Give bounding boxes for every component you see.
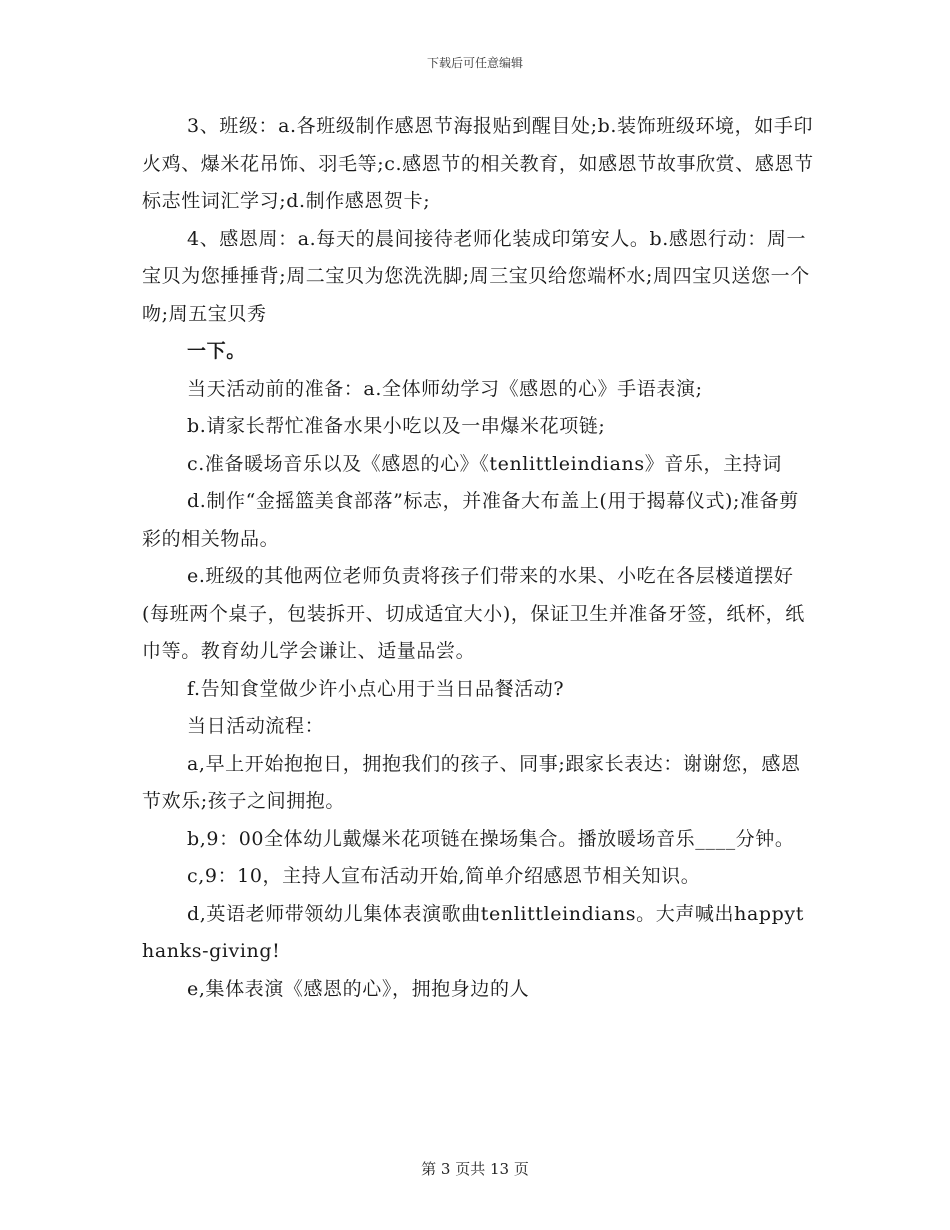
paragraph-flow-b: b,9：00全体幼儿戴爆米花项链在操场集合。播放暖场音乐____分钟。 (187, 827, 795, 850)
paragraph-thanks-week: 4、感恩周：a.每天的晨间接待老师化装成印第安人。b.感恩行动：周一宝贝为您捶捶背;周二宝贝为您洗洗脚;周三宝贝给您端杯水;周四宝贝送您一个吻;周五宝贝秀 (142, 227, 810, 325)
paragraph-flow-e: e,集体表演《感恩的心》，拥抱身边的人 (187, 977, 530, 1000)
paragraph-flow-a: a,早上开始抱抱日，拥抱我们的孩子、同事;跟家长表达：谢谢您，感恩节欢乐;孩子之间拥抱。 (142, 752, 801, 812)
page-header: 下载后可任意编辑 (426, 56, 523, 70)
paragraph-flow-d: d,英语老师带领幼儿集体表演歌曲tenlittleindians。大声喊出happythanks-giving! (142, 902, 804, 962)
paragraph-prep-f: f.告知食堂做少许小点心用于当日品餐活动? (187, 677, 565, 700)
paragraph-prep-d: d.制作“金摇篮美食部落”标志，并准备大布盖上(用于揭幕仪式);准备剪彩的相关物品。 (142, 490, 799, 550)
document-body (142, 108, 814, 1008)
paragraph-class-section: 3、班级：a.各班级制作感恩节海报贴到醒目处;b.装饰班级环境，如手印火鸡、爆米花吊饰、羽毛等;c.感恩节的相关教育，如感恩节故事欣赏、感恩节标志性词汇学习;d.制作感恩贺卡; (142, 115, 814, 212)
page-footer: 第 3 页共 13 页 (421, 1160, 529, 1178)
paragraph-flow-c: c,9：10，主持人宣布活动开始,简单介绍感恩节相关知识。 (187, 865, 701, 887)
paragraph-flow-title: 当日活动流程： (187, 715, 325, 737)
paragraph-prep-c: c.准备暖场音乐以及《感恩的心》《tenlittleindians》音乐，主持词 (187, 452, 782, 475)
paragraph-prep-a: 当天活动前的准备：a.全体师幼学习《感恩的心》手语表演; (187, 377, 703, 400)
paragraph-prep-b: b.请家长帮忙准备水果小吃以及一串爆米花项链; (187, 415, 606, 437)
paragraph-prep-e: e.班级的其他两位老师负责将孩子们带来的水果、小吃在各层楼道摆好(每班两个桌子，包装拆开、切成适宜大小)，保证卫生并准备牙签，纸杯，纸巾等。教育幼儿学会谦让、适量品尝。 (142, 565, 805, 662)
paragraph-continuation: 一下。 (187, 340, 246, 362)
